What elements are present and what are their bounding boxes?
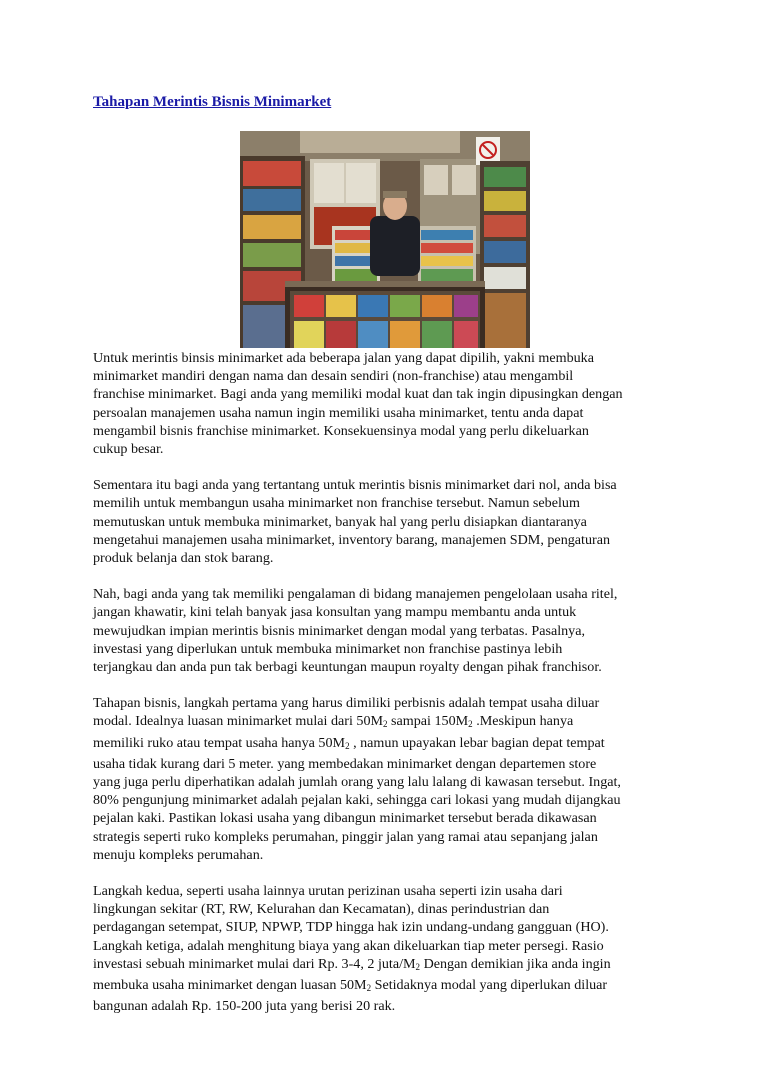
text-segment: modal. Idealnya luasan minimarket mulai dari 50M [93, 713, 384, 730]
text-line: persoalan manajemen usaha namun ingin memiliki usaha minimarket, tentu anda dapat [93, 404, 584, 421]
text-line: lingkungan sekitar (RT, RW, Kelurahan dan Kecamatan), dinas perindustrian dan [93, 901, 550, 918]
subscript: 2 [345, 740, 350, 751]
text-line: strategis seperti ruko kompleks perumahan, pinggir jalan yang ramai atau sepanjang jalan [93, 828, 598, 845]
text-line [93, 712, 683, 733]
paragraph [93, 694, 683, 864]
text-line: memutuskan untuk membuka minimarket, banyak hal yang perlu disiapkan diantaranya [93, 513, 587, 530]
text-line: usaha tidak kurang dari 5 meter. yang membedakan minimarket dengan departemen store [93, 755, 597, 772]
text-segment: Dengan demikian jika anda ingin [420, 955, 611, 972]
minimarket-photo [240, 131, 530, 348]
text-line: Langkah ketiga, adalah menghitung biaya yang akan dikeluarkan tiap meter persegi. Rasio [93, 937, 604, 954]
text-segment: membuka usaha minimarket dengan luasan 50M [93, 977, 367, 994]
text-line: minimarket mandiri dengan nama dan desain sendiri (non-franchise) atau mengambil [93, 368, 574, 385]
text-line: yang juga perlu diperhatikan adalah jumlah orang yang lalu lalang di kawasan tersebut. Ingat, [93, 774, 621, 791]
text-line [93, 734, 683, 755]
text-line: Nah, bagi anda yang tak memiliki pengalaman di bidang manajemen pengelolaan usaha ritel, [93, 586, 618, 603]
text-line: mengambil bisnis franchise minimarket. Konsekuensinya modal yang perlu dikeluarkan [93, 422, 589, 439]
text-segment: Setidaknya modal yang diperlukan diluar [371, 977, 608, 994]
text-line [93, 976, 683, 997]
text-line: bangunan adalah Rp. 150-200 juta yang berisi 20 rak. [93, 998, 396, 1015]
text-line: investasi yang diperlukan untuk membuka minimarket non franchise pastinya lebih [93, 640, 563, 657]
text-line: menuju kompleks perumahan. [93, 846, 264, 863]
text-segment: memiliki ruko atau tempat usaha hanya 50M [93, 734, 346, 751]
text-line: Tahapan bisnis, langkah pertama yang harus dimiliki perbisnis adalah tempat usaha diluar [93, 695, 600, 712]
subscript: 2 [468, 719, 473, 730]
text-line: Langkah kedua, seperti usaha lainnya urutan perizinan usaha seperti izin usaha dari [93, 883, 563, 900]
text-line: 80% pengunjung minimarket adalah pejalan kaki, sehingga cari lokasi yang mudah dijangkau [93, 792, 621, 809]
paragraph [93, 882, 683, 1015]
subscript: 2 [383, 719, 388, 730]
text-line: jangan khawatir, kini telah banyak jasa konsultan yang mampu membantu anda untuk [93, 604, 577, 621]
paragraph [93, 476, 683, 567]
paragraph [93, 585, 683, 676]
text-line: produk belanja dan stok barang. [93, 550, 274, 567]
text-line: memilih untuk membangun usaha minimarket non franchise tersebut. Namun sebelum [93, 495, 580, 512]
text-line: mengetahui manajemen usaha minimarket, inventory barang, manajemen SDM, pengaturan [93, 531, 610, 548]
text-line: pejalan kaki. Pastikan lokasi usaha yang dibangun minimarket tersebut berada dikawasan [93, 810, 597, 827]
subscript: 2 [415, 961, 421, 972]
text-line: franchise minimarket. Bagi anda yang memiliki modal kuat dan tak ingin dipusingkan dengan [93, 386, 623, 403]
paragraph [93, 349, 683, 458]
subscript: 2 [366, 983, 372, 994]
text-line: cukup besar. [93, 441, 164, 458]
text-line: mewujudkan impian merintis bisnis minimarket dengan modal yang terbatas. Pasalnya, [93, 622, 586, 639]
page-title[interactable]: Tahapan Merintis Bisnis Minimarket [93, 94, 332, 110]
text-line: Untuk merintis binsis minimarket ada beberapa jalan yang dapat dipilih, yakni membuka [93, 350, 594, 366]
text-line: perdagangan setempat, SIUP, NPWP, TDP hingga hak izin undang-undang gangguan (HO). [93, 919, 609, 936]
text-segment: sampai 150M [387, 713, 469, 730]
article-body [93, 349, 683, 1034]
text-segment: investasi sebuah minimarket mulai dari Rp. 3-4, 2 juta/M [93, 955, 416, 972]
text-segment: .Meskipun hanya [472, 713, 574, 730]
text-line [93, 955, 683, 976]
text-line: terjangkau dan anda pun tak berbagi keuntungan maupun royalty dengan pihak franchisor. [93, 659, 602, 676]
text-segment: , namun upayakan lebar bagian depat tempat [349, 734, 605, 751]
text-line: Sementara itu bagi anda yang tertantang untuk merintis bisnis minimarket dari nol, anda bisa [93, 477, 617, 494]
